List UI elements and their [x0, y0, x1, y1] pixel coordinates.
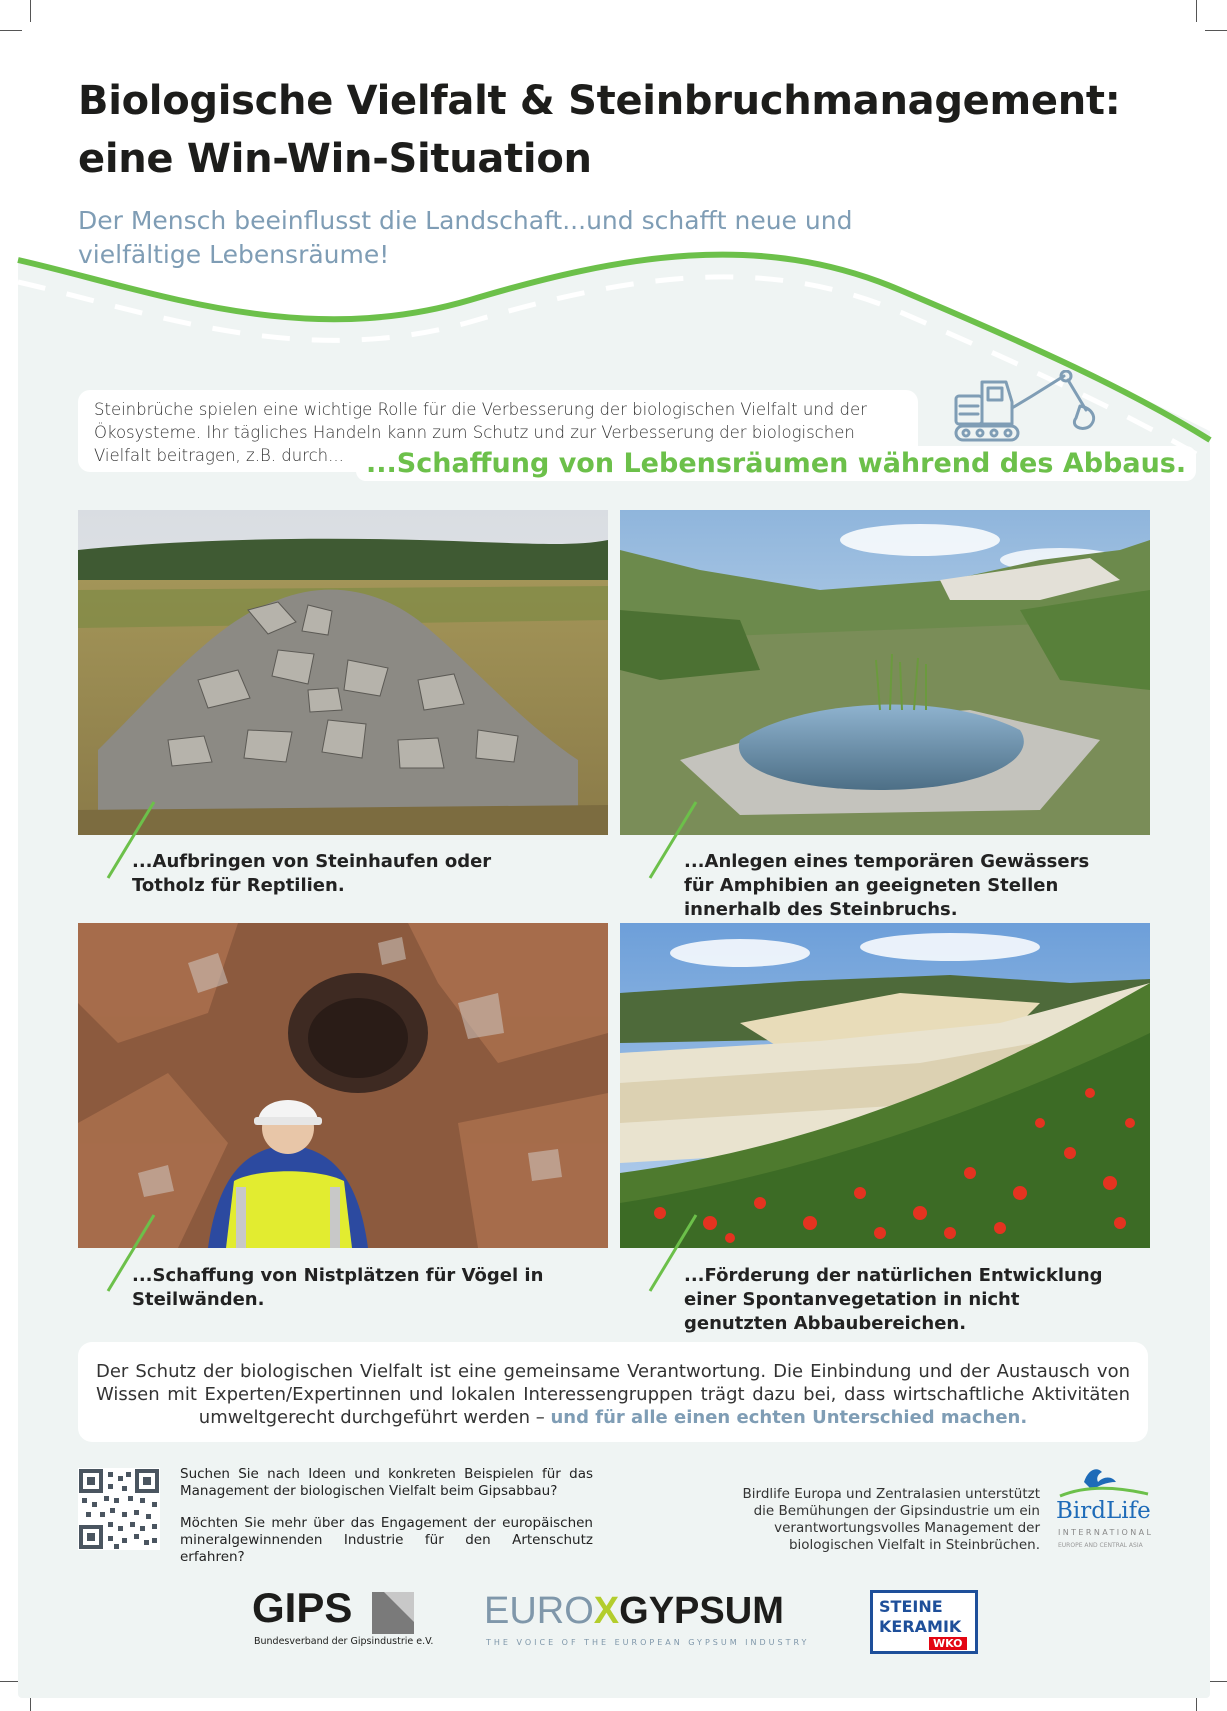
steine-keramik-logo — [870, 1590, 978, 1654]
birdlife-logo — [1054, 1460, 1154, 1552]
birdlife-logo-name: BirdLife — [1056, 1498, 1151, 1524]
qr-paragraph-2: Möchten Sie mehr über das Engagement der europäischen mineralgewinnenden Industrie für den Artenschutz erfahren? — [180, 1515, 593, 1565]
gips-logo-tagline: Bundesverband der Gipsindustrie e.V. — [254, 1636, 434, 1647]
eurogypsum-logo — [484, 1590, 814, 1650]
steine-logo-line1: STEINE — [879, 1597, 943, 1616]
qr-paragraph-1: Suchen Sie nach Ideen und konkreten Beispielen für das Management der biologischen Vielfalt beim Gipsabbau? — [180, 1466, 593, 1499]
title-line-1: Biologische Vielfalt & Steinbruchmanagement: — [78, 78, 1121, 124]
crop-mark — [0, 30, 22, 31]
birdlife-logo-line3: EUROPE AND CENTRAL ASIA — [1058, 1542, 1143, 1549]
gips-mark-icon — [372, 1592, 418, 1634]
steine-logo-line2: KERAMIK — [879, 1617, 962, 1636]
bird-icon — [1054, 1460, 1154, 1500]
intro-highlight: ...Schaffung von Lebensräumen während des Abbaus. — [356, 446, 1196, 481]
quarry-pond-photo — [620, 510, 1150, 835]
caption-poppy-field: ...Förderung der natürlichen Entwicklung einer Spontanvegetation in nicht genutzten Abbaubereichen. — [684, 1265, 1103, 1334]
stone-pile-photo — [78, 510, 608, 835]
crop-mark — [30, 0, 31, 22]
eurogypsum-logo-part1: EURO — [484, 1590, 594, 1632]
closing-emphasis: und für alle einen echten Unterschied machen. — [550, 1407, 1028, 1428]
gips-logo-name: GIPS — [252, 1584, 353, 1631]
crop-mark — [1205, 30, 1227, 31]
birdlife-logo-line2: INTERNATIONAL — [1058, 1528, 1154, 1537]
page-subtitle: Der Mensch beeinflusst die Landschaft...und schafft neue und vielfältige Lebensräume! — [78, 206, 853, 269]
caption-quarry-pond: ...Anlegen eines temporären Gewässers für Amphibien an geeigneten Stellen innerhalb des Steinbruchs. — [684, 851, 1090, 920]
eurogypsum-x-icon: X — [593, 1590, 620, 1632]
eurogypsum-logo-part2: GYPSUM — [619, 1590, 784, 1632]
closing-text: Der Schutz der biologischen Vielfalt ist eine gemeinsame Verantwortung. Die Einbindung und der Austausch von Wissen mit Experten/Expertinnen und lokalen Interessengruppen trägt dazu bei, dass wirtschaftliche Aktivitäten umweltgerecht durchgeführt werden — [96, 1361, 1130, 1428]
title-line-2: eine Win-Win-Situation — [78, 136, 592, 182]
poppy-field-photo — [620, 923, 1150, 1248]
eurogypsum-logo-tagline: THE VOICE OF THE EUROPEAN GYPSUM INDUSTRY — [486, 1638, 810, 1647]
wko-badge: WKO — [929, 1637, 967, 1650]
crop-mark — [1196, 0, 1197, 22]
gips-logo — [252, 1584, 434, 1650]
caption-stone-pile: ...Aufbringen von Steinhaufen oder Totholz für Reptilien. — [132, 851, 492, 896]
qr-code[interactable] — [78, 1468, 160, 1550]
closing-dash: – — [530, 1407, 551, 1428]
eurogypsum-wordmark — [484, 1590, 784, 1633]
birdlife-support-text: Birdlife Europa und Zentralasien unterstützt die Bemühungen der Gipsindustrie um ein verantwortungsvolles Management der biologischen Vielfalt in Steinbrüchen. — [742, 1486, 1040, 1553]
closing-statement — [78, 1342, 1148, 1442]
caption-nesting-wall: ...Schaffung von Nistplätzen für Vögel in Steilwänden. — [132, 1265, 544, 1310]
page-title — [78, 72, 1178, 188]
intro-text: Steinbrüche spielen eine wichtige Rolle für die Verbesserung der biologischen Vielfalt und der Ökosysteme. Ihr tägliches Handeln kann zum Schutz und zur Verbesserung der biologischen Vielfalt beitragen, z.B. durch... — [78, 390, 918, 472]
excavator-icon — [952, 370, 1102, 452]
qr-info-text — [180, 1466, 593, 1581]
nesting-wall-photo — [78, 923, 608, 1248]
